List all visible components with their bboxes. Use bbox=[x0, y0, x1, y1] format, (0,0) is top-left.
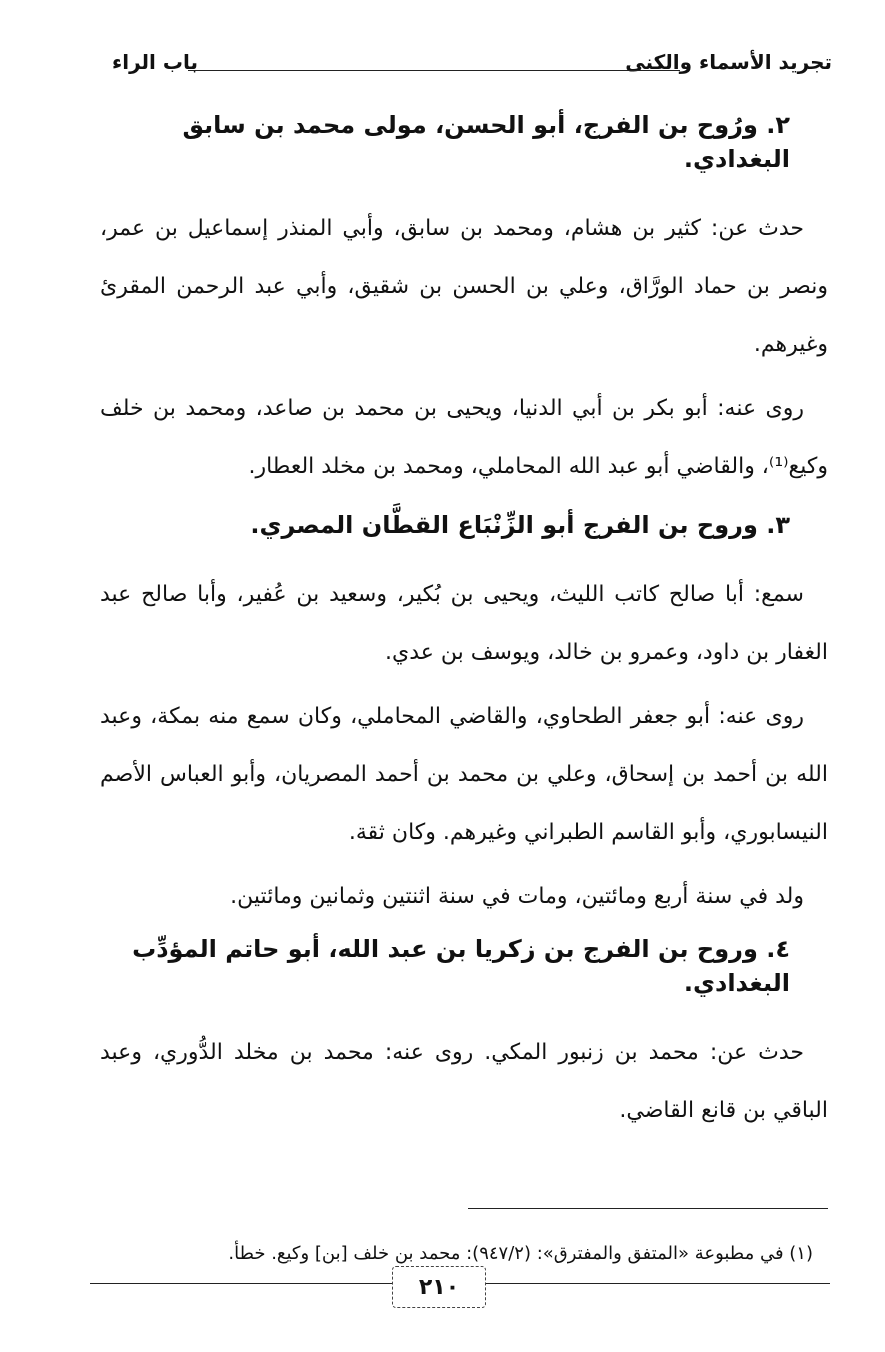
footnote: (١) في مطبوعة «المتفق والمفترق»: (٩٤٧/٢): محمد بن خلف [بن] وكيع. خطأ. bbox=[228, 1243, 813, 1264]
entry-paragraph: روى عنه: أبو جعفر الطحاوي، والقاضي المحاملي، وكان سمع منه بمكة، وعبد الله بن أحمد بن إسحاق، وعلي بن محمد بن أحمد المصريان، وأبو العباس الأصم النيسابوري، وأبو القاسم الطبراني وغيرهم. وكان ثقة. bbox=[100, 704, 828, 845]
running-header bbox=[112, 50, 832, 86]
entry-2 bbox=[100, 108, 828, 496]
page-number bbox=[392, 1266, 486, 1308]
footnote-separator bbox=[468, 1208, 828, 1209]
chapter-title: باب الراء bbox=[112, 50, 198, 74]
entry-heading: ٣. وروح بن الفرج أبو الزِّنْبَاع القطَّان المصري. bbox=[250, 511, 790, 539]
entry-paragraph: حدث عن: محمد بن زنبور المكي. روى عنه: محمد بن مخلد الدُّوري، وعبد الباقي بن قانع القاضي. bbox=[100, 1040, 828, 1123]
entry-paragraph: روى عنه: أبو بكر بن أبي الدنيا، ويحيى بن محمد بن صاعد، ومحمد بن خلف وكيع⁽¹⁾، والقاضي أبو عبد الله المحاملي، ومحمد بن مخلد العطار. bbox=[100, 396, 828, 479]
header-rule bbox=[188, 70, 680, 71]
entry-4 bbox=[100, 932, 828, 1140]
entry-paragraph: حدث عن: كثير بن هشام، ومحمد بن سابق، وأبي المنذر إسماعيل بن عمر، ونصر بن حماد الورَّاق، وعلي بن الحسن بن شقيق، وأبي عبد الرحمن المقرئ وغيرهم. bbox=[100, 216, 828, 357]
entry-paragraph: سمع: أبا صالح كاتب الليث، ويحيى بن بُكير، وسعيد بن عُفير، وأبا صالح عبد الغفار بن داود، وعمرو بن خالد، ويوسف بن عدي. bbox=[100, 582, 828, 665]
entry-paragraph: ولد في سنة أربع ومائتين، ومات في سنة اثنتين وثمانين ومائتين. bbox=[230, 884, 804, 909]
main-text bbox=[100, 108, 828, 1146]
page-number-text: ٢١٠ bbox=[418, 1274, 460, 1300]
entry-3 bbox=[100, 508, 828, 926]
entry-heading: ٢. ورُوح بن الفرج، أبو الحسن، مولى محمد بن سابق البغدادي. bbox=[182, 111, 790, 173]
entry-heading: ٤. وروح بن الفرج بن زكريا بن عبد الله، أبو حاتم المؤدِّب البغدادي. bbox=[132, 935, 790, 997]
book-title: تجريد الأسماء والكنى bbox=[625, 50, 832, 74]
